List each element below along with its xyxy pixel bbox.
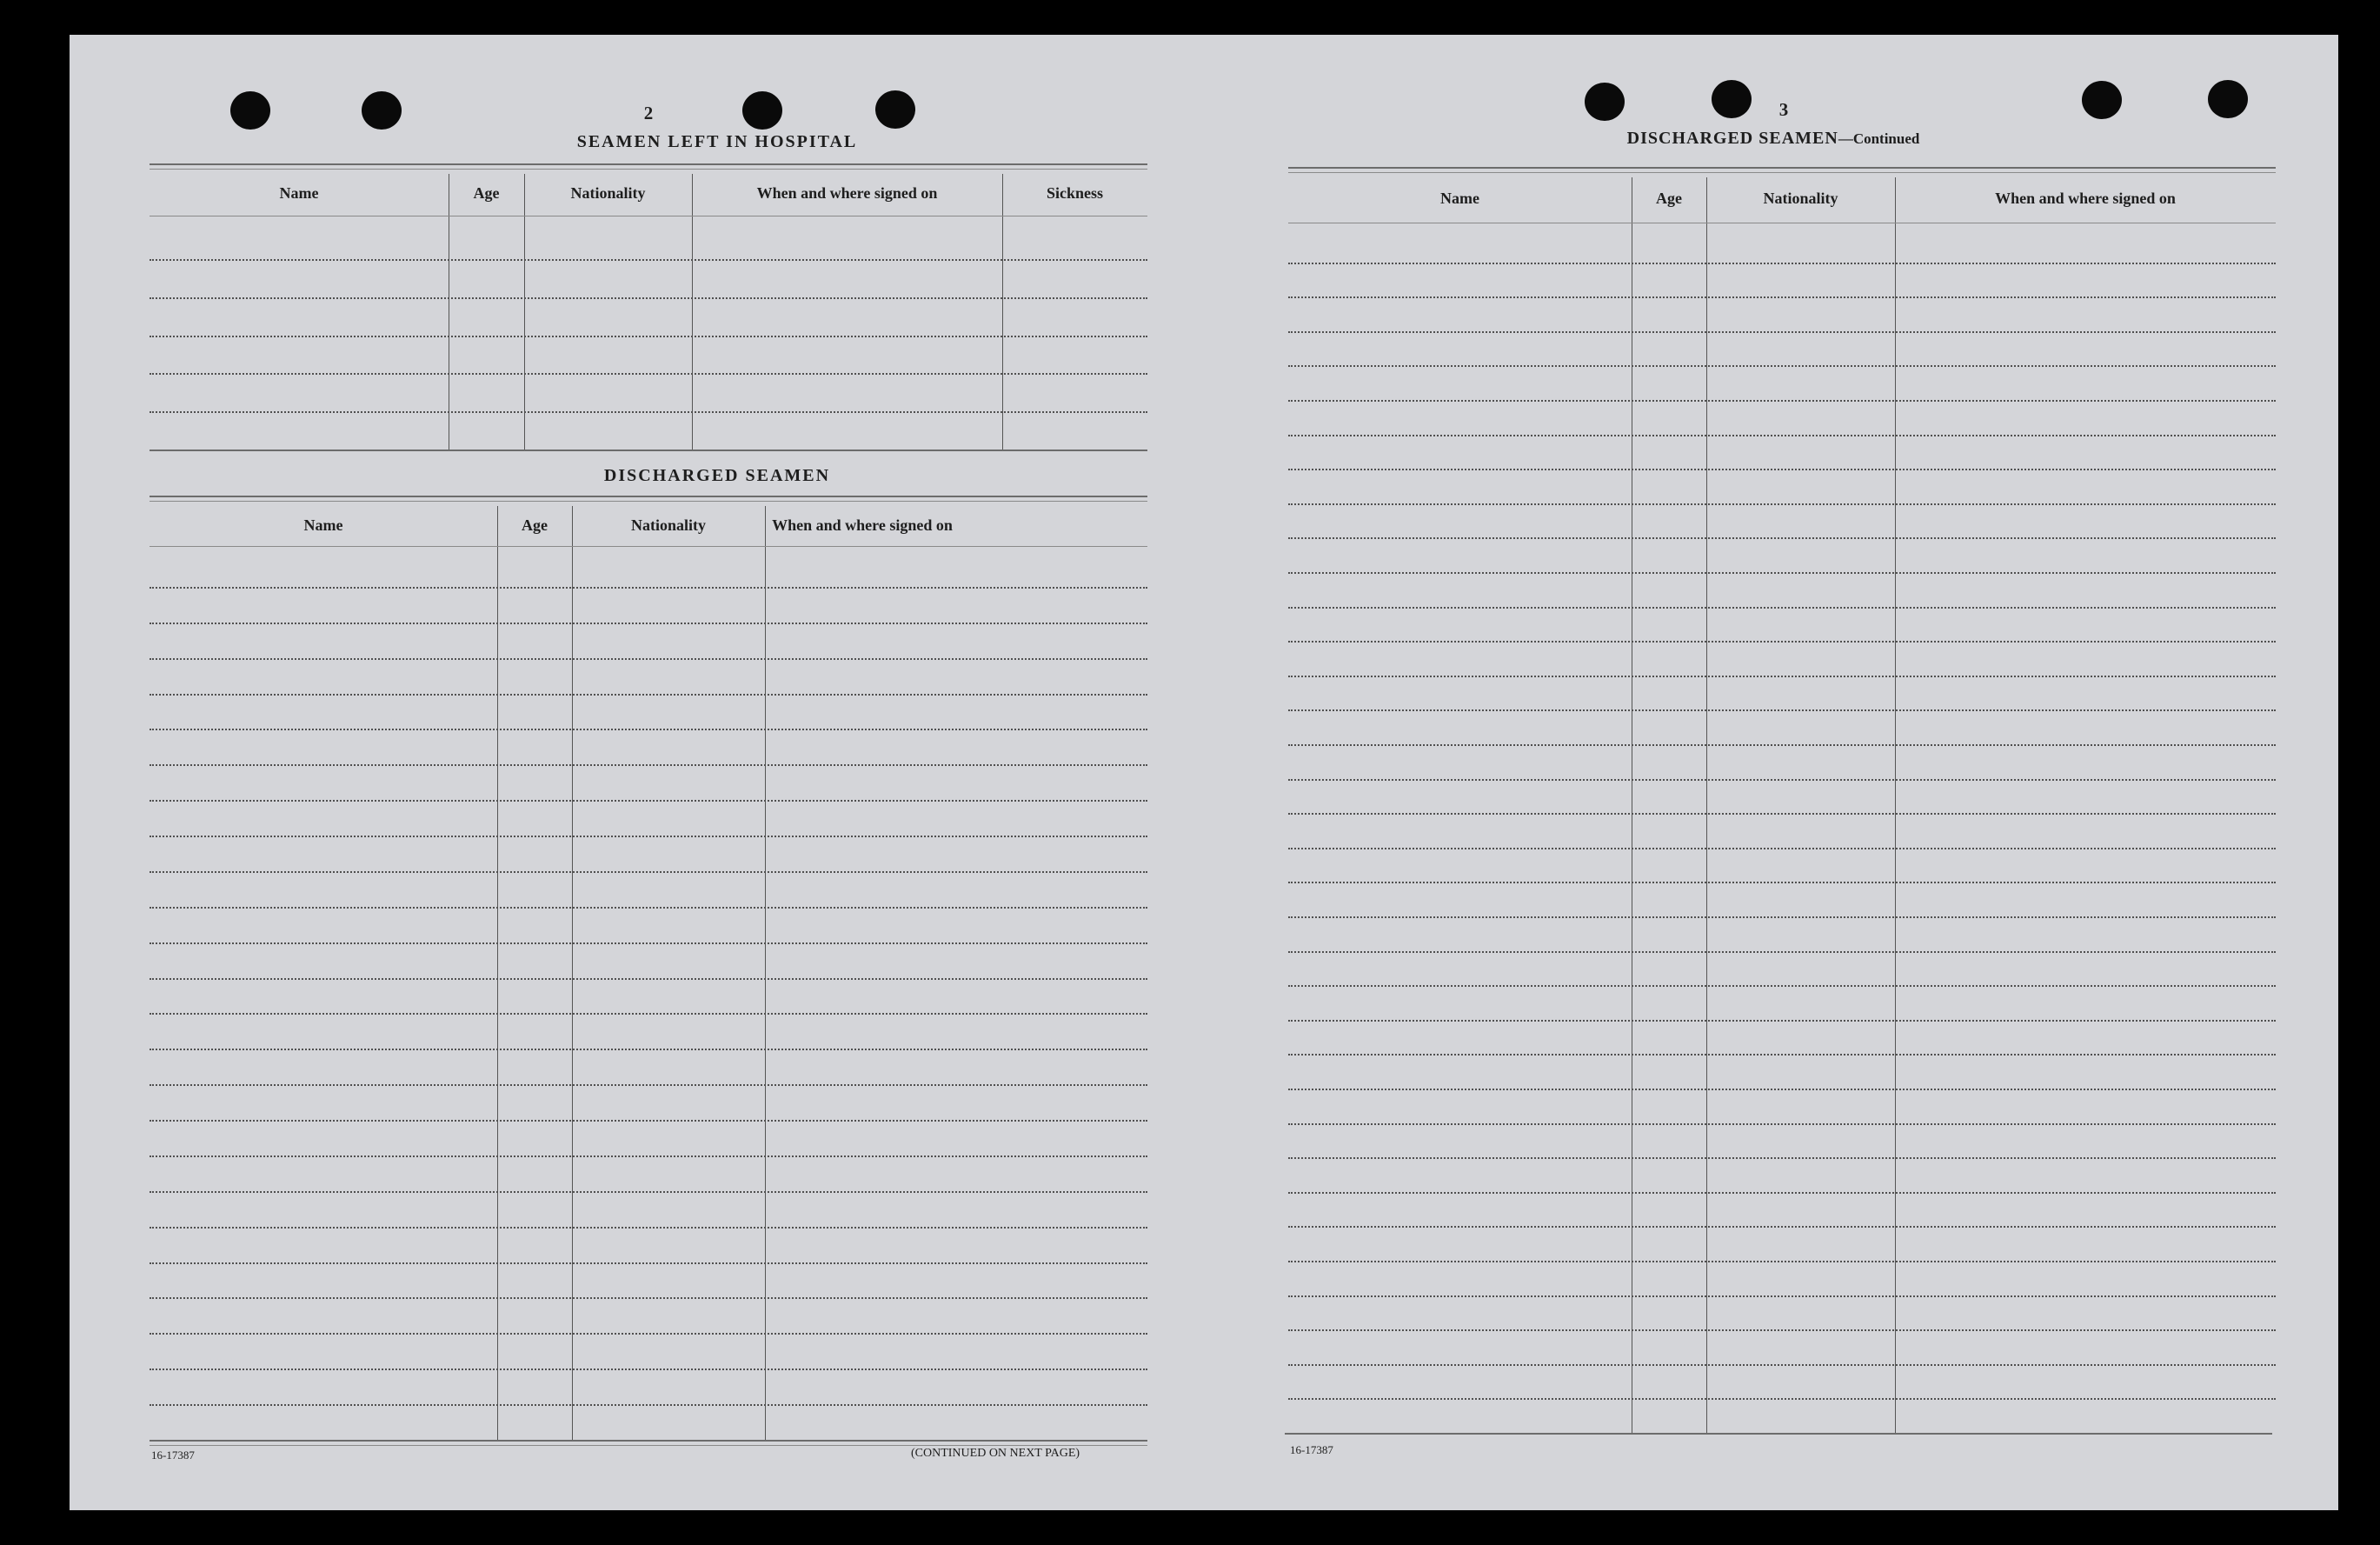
continued-note: (CONTINUED ON NEXT PAGE) xyxy=(911,1447,1080,1460)
blank-entry-row[interactable] xyxy=(150,1013,1147,1015)
blank-entry-row[interactable] xyxy=(1288,365,2276,367)
blank-entry-row[interactable] xyxy=(150,1404,1147,1406)
column-header-when-and-where-signed-on: When and where signed on xyxy=(772,516,953,534)
blank-entry-row[interactable] xyxy=(1288,951,2276,953)
blank-entry-row[interactable] xyxy=(1288,263,2276,264)
blank-entry-row[interactable] xyxy=(1288,1295,2276,1297)
discharged-continued-title-main: DISCHARGED SEAMEN xyxy=(1626,129,1838,148)
blank-entry-row[interactable] xyxy=(1288,709,2276,711)
blank-entry-row[interactable] xyxy=(1288,985,2276,987)
blank-entry-row[interactable] xyxy=(150,729,1147,730)
column-header-age: Age xyxy=(473,184,500,202)
right-table-top-rule xyxy=(1288,167,2276,169)
blank-entry-row[interactable] xyxy=(1288,848,2276,849)
discharged-table-top-rule xyxy=(150,496,1147,497)
blank-entry-row[interactable] xyxy=(1288,1226,2276,1228)
blank-entry-row[interactable] xyxy=(150,871,1147,873)
hospital-table-bottom-rule xyxy=(150,450,1147,451)
right-page-number: 3 xyxy=(1778,99,1789,120)
punch-hole xyxy=(2082,81,2122,119)
blank-entry-row[interactable] xyxy=(1288,607,2276,609)
punch-hole xyxy=(362,91,402,130)
blank-entry-row[interactable] xyxy=(1288,813,2276,815)
blank-entry-row[interactable] xyxy=(1288,469,2276,470)
blank-entry-row[interactable] xyxy=(1288,916,2276,918)
blank-entry-row[interactable] xyxy=(1288,1054,2276,1056)
column-header-underline xyxy=(150,546,1147,547)
blank-entry-row[interactable] xyxy=(1288,882,2276,883)
column-divider xyxy=(765,506,766,1440)
column-header-when-and-where-signed-on: When and where signed on xyxy=(756,184,938,202)
blank-entry-row[interactable] xyxy=(150,907,1147,909)
blank-entry-row[interactable] xyxy=(150,623,1147,624)
left-form-number: 16-17387 xyxy=(151,1448,195,1462)
blank-entry-row[interactable] xyxy=(1288,1329,2276,1331)
blank-entry-row[interactable] xyxy=(150,1191,1147,1193)
right-form-number: 16-17387 xyxy=(1290,1443,1333,1456)
blank-entry-row[interactable] xyxy=(1288,572,2276,574)
punch-hole xyxy=(230,91,270,130)
blank-entry-row[interactable] xyxy=(150,1262,1147,1264)
left-page-number: 2 xyxy=(643,103,654,123)
blank-entry-row[interactable] xyxy=(1288,779,2276,781)
punch-hole xyxy=(1712,80,1752,118)
blank-entry-row[interactable] xyxy=(150,1227,1147,1229)
blank-entry-row[interactable] xyxy=(1288,503,2276,505)
blank-entry-row[interactable] xyxy=(150,1155,1147,1157)
blank-entry-row[interactable] xyxy=(1288,1364,2276,1366)
punch-hole xyxy=(2208,80,2248,118)
discharged-table-top-rule-inner xyxy=(150,501,1147,502)
discharged-continued-title xyxy=(1530,129,2017,149)
blank-entry-row[interactable] xyxy=(150,297,1147,299)
column-header-nationality: Nationality xyxy=(630,516,706,534)
blank-entry-row[interactable] xyxy=(150,1120,1147,1122)
blank-entry-row[interactable] xyxy=(1288,1123,2276,1125)
column-divider xyxy=(497,506,498,1440)
blank-entry-row[interactable] xyxy=(1288,537,2276,539)
blank-entry-row[interactable] xyxy=(150,1049,1147,1050)
column-header-name: Name xyxy=(303,516,343,534)
blank-entry-row[interactable] xyxy=(1288,641,2276,643)
hospital-table-top-rule xyxy=(150,163,1147,165)
discharged-table-bottom-rule xyxy=(150,1440,1147,1442)
column-divider xyxy=(572,506,573,1440)
column-header-name: Name xyxy=(1440,190,1479,207)
blank-entry-row[interactable] xyxy=(1288,435,2276,436)
blank-entry-row[interactable] xyxy=(150,1084,1147,1086)
blank-entry-row[interactable] xyxy=(1288,1398,2276,1400)
discharged-section-title: DISCHARGED SEAMEN xyxy=(603,466,831,485)
column-header-age: Age xyxy=(1656,190,1682,207)
blank-entry-row[interactable] xyxy=(150,694,1147,696)
column-header-name: Name xyxy=(279,184,319,202)
hospital-section-title: SEAMEN LEFT IN HOSPITAL xyxy=(576,132,858,151)
blank-entry-row[interactable] xyxy=(1288,296,2276,298)
column-header-nationality: Nationality xyxy=(1763,190,1838,207)
right-table-top-rule-inner xyxy=(1288,172,2276,173)
blank-entry-row[interactable] xyxy=(150,259,1147,261)
blank-entry-row[interactable] xyxy=(150,800,1147,802)
column-header-nationality: Nationality xyxy=(570,184,646,202)
punch-hole xyxy=(1585,83,1625,121)
blank-entry-row[interactable] xyxy=(150,942,1147,944)
punch-hole xyxy=(742,91,782,130)
blank-entry-row[interactable] xyxy=(150,1297,1147,1299)
blank-entry-row[interactable] xyxy=(150,411,1147,413)
blank-entry-row[interactable] xyxy=(1288,1192,2276,1194)
column-header-when-and-where-signed-on: When and where signed on xyxy=(1995,190,2176,207)
blank-entry-row[interactable] xyxy=(1288,331,2276,333)
discharged-continued-suffix: —Continued xyxy=(1838,130,1920,147)
blank-entry-row[interactable] xyxy=(1288,1089,2276,1090)
blank-entry-row[interactable] xyxy=(150,764,1147,766)
blank-entry-row[interactable] xyxy=(150,373,1147,375)
blank-entry-row[interactable] xyxy=(1288,744,2276,746)
blank-entry-row[interactable] xyxy=(150,836,1147,837)
column-header-age: Age xyxy=(522,516,548,534)
right-table-bottom-rule xyxy=(1285,1433,2272,1435)
blank-entry-row[interactable] xyxy=(1288,1020,2276,1022)
blank-entry-row[interactable] xyxy=(150,1369,1147,1370)
crew-list-form-sheet xyxy=(70,35,2338,1510)
blank-entry-row[interactable] xyxy=(150,1333,1147,1335)
punch-hole xyxy=(875,90,915,129)
blank-entry-row[interactable] xyxy=(150,978,1147,980)
hospital-table-top-rule-inner xyxy=(150,169,1147,170)
blank-entry-row[interactable] xyxy=(1288,676,2276,677)
blank-entry-row[interactable] xyxy=(150,587,1147,589)
blank-entry-row[interactable] xyxy=(1288,1261,2276,1262)
blank-entry-row[interactable] xyxy=(150,658,1147,660)
discharged-table-bottom-rule-inner xyxy=(150,1445,1147,1446)
blank-entry-row[interactable] xyxy=(1288,400,2276,402)
blank-entry-row[interactable] xyxy=(150,336,1147,337)
blank-entry-row[interactable] xyxy=(1288,1157,2276,1159)
column-header-sickness: Sickness xyxy=(1046,184,1104,202)
